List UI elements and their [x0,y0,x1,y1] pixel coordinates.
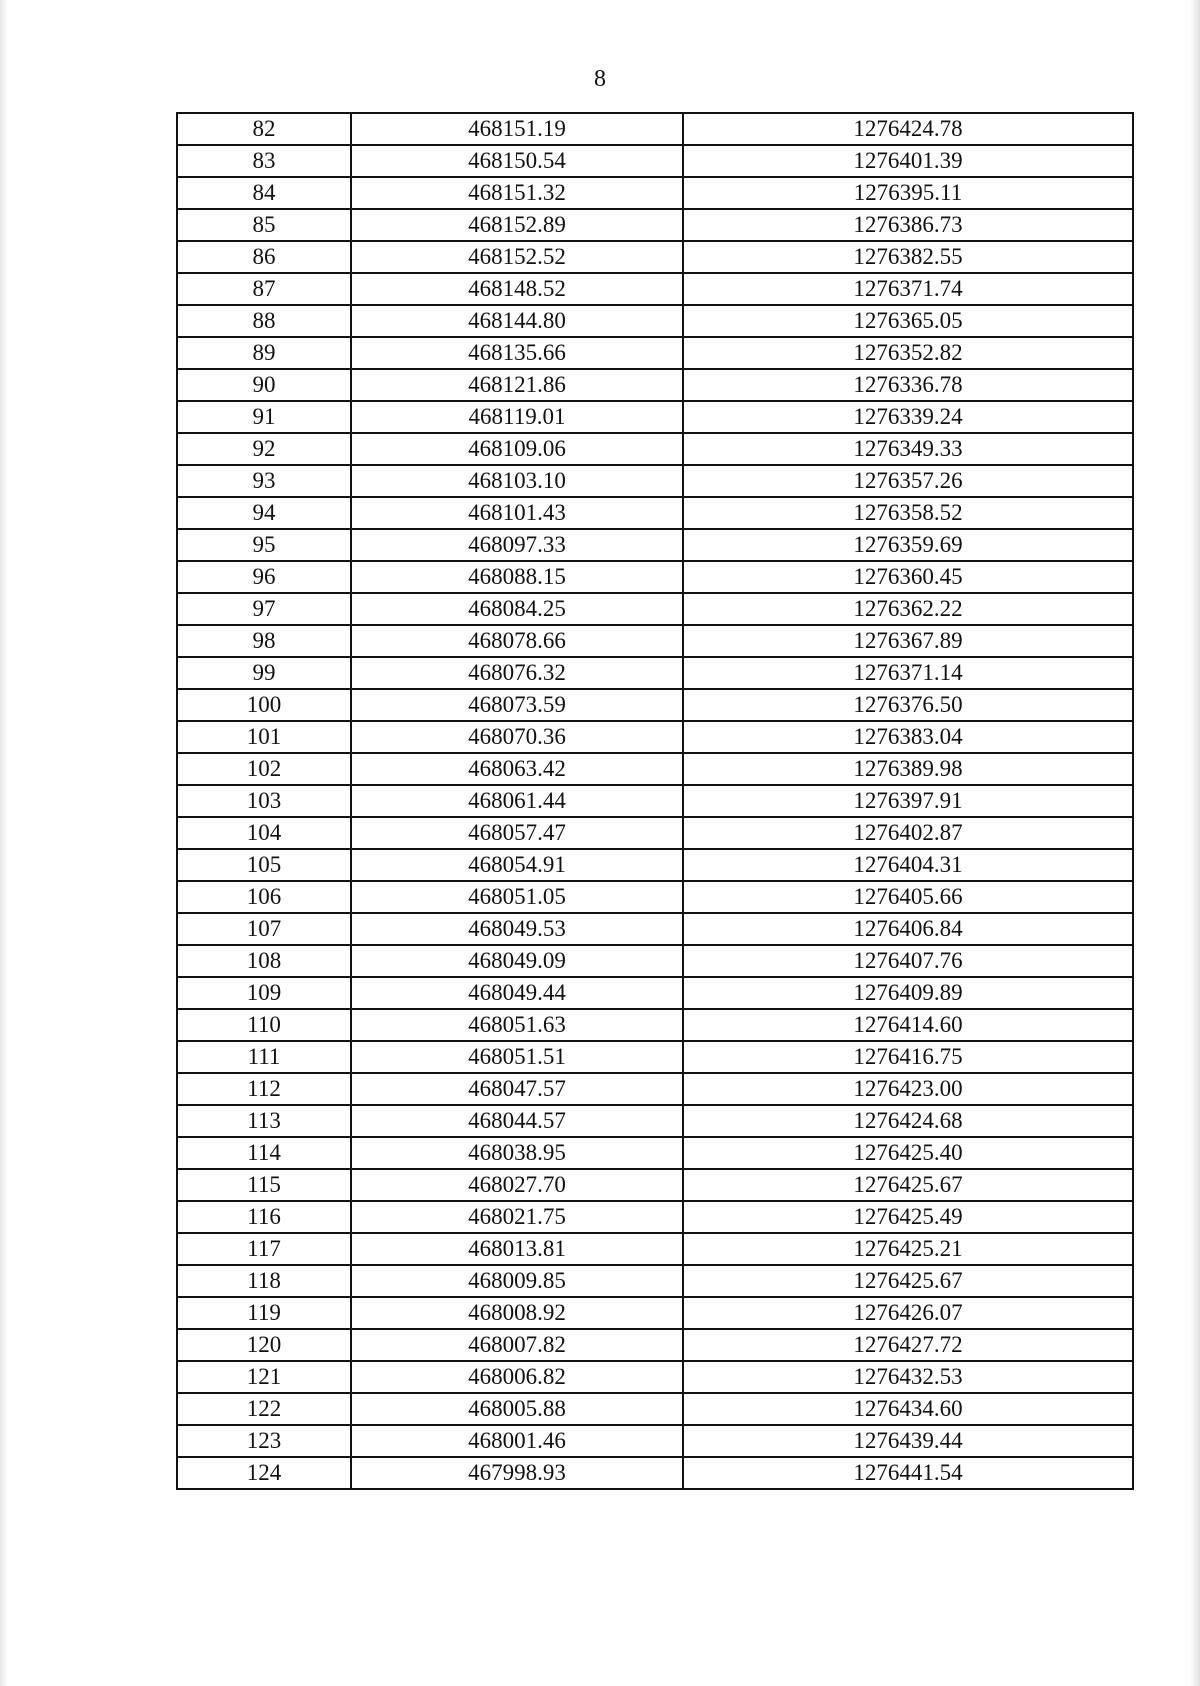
x-coordinate-cell: 468070.36 [351,721,683,753]
x-coordinate-cell: 468150.54 [351,145,683,177]
point-number-cell: 91 [177,401,351,433]
x-coordinate-cell: 468151.32 [351,177,683,209]
x-coordinate-cell: 468152.52 [351,241,683,273]
table-row [177,1137,1133,1169]
point-number-cell: 89 [177,337,351,369]
x-coordinate-cell: 468049.09 [351,945,683,977]
y-coordinate-cell: 1276389.98 [683,753,1133,785]
y-coordinate-cell: 1276425.67 [683,1265,1133,1297]
x-coordinate-cell: 468049.44 [351,977,683,1009]
y-coordinate-cell: 1276405.66 [683,881,1133,913]
table-row [177,497,1133,529]
point-number-cell: 99 [177,657,351,689]
table-row [177,1009,1133,1041]
x-coordinate-cell: 467998.93 [351,1457,683,1489]
point-number-cell: 85 [177,209,351,241]
point-number-cell: 107 [177,913,351,945]
table-row [177,849,1133,881]
y-coordinate-cell: 1276397.91 [683,785,1133,817]
x-coordinate-cell: 468051.51 [351,1041,683,1073]
x-coordinate-cell: 468103.10 [351,465,683,497]
x-coordinate-cell: 468044.57 [351,1105,683,1137]
point-number-cell: 101 [177,721,351,753]
table-row [177,689,1133,721]
y-coordinate-cell: 1276362.22 [683,593,1133,625]
y-coordinate-cell: 1276383.04 [683,721,1133,753]
point-number-cell: 104 [177,817,351,849]
table-row [177,561,1133,593]
y-coordinate-cell: 1276416.75 [683,1041,1133,1073]
table-row [177,1169,1133,1201]
y-coordinate-cell: 1276409.89 [683,977,1133,1009]
y-coordinate-cell: 1276425.21 [683,1233,1133,1265]
table-row [177,305,1133,337]
y-coordinate-cell: 1276360.45 [683,561,1133,593]
point-number-cell: 82 [177,113,351,145]
y-coordinate-cell: 1276407.76 [683,945,1133,977]
x-coordinate-cell: 468005.88 [351,1393,683,1425]
y-coordinate-cell: 1276349.33 [683,433,1133,465]
table-row [177,1105,1133,1137]
table-row [177,1073,1133,1105]
table-row [177,625,1133,657]
x-coordinate-cell: 468049.53 [351,913,683,945]
point-number-cell: 106 [177,881,351,913]
x-coordinate-cell: 468088.15 [351,561,683,593]
point-number-cell: 121 [177,1361,351,1393]
y-coordinate-cell: 1276406.84 [683,913,1133,945]
scan-edge-left [0,0,8,1686]
table-row [177,657,1133,689]
x-coordinate-cell: 468051.63 [351,1009,683,1041]
point-number-cell: 114 [177,1137,351,1169]
x-coordinate-cell: 468057.47 [351,817,683,849]
x-coordinate-cell: 468027.70 [351,1169,683,1201]
y-coordinate-cell: 1276425.49 [683,1201,1133,1233]
y-coordinate-cell: 1276404.31 [683,849,1133,881]
coordinate-table-body [177,113,1133,1489]
table-row [177,785,1133,817]
y-coordinate-cell: 1276365.05 [683,305,1133,337]
point-number-cell: 92 [177,433,351,465]
table-row [177,1297,1133,1329]
point-number-cell: 111 [177,1041,351,1073]
x-coordinate-cell: 468121.86 [351,369,683,401]
x-coordinate-cell: 468101.43 [351,497,683,529]
table-row [177,465,1133,497]
y-coordinate-cell: 1276423.00 [683,1073,1133,1105]
point-number-cell: 88 [177,305,351,337]
y-coordinate-cell: 1276386.73 [683,209,1133,241]
x-coordinate-cell: 468076.32 [351,657,683,689]
y-coordinate-cell: 1276357.26 [683,465,1133,497]
point-number-cell: 97 [177,593,351,625]
x-coordinate-cell: 468135.66 [351,337,683,369]
table-row [177,1425,1133,1457]
point-number-cell: 96 [177,561,351,593]
y-coordinate-cell: 1276434.60 [683,1393,1133,1425]
y-coordinate-cell: 1276371.74 [683,273,1133,305]
point-number-cell: 94 [177,497,351,529]
x-coordinate-cell: 468078.66 [351,625,683,657]
x-coordinate-cell: 468144.80 [351,305,683,337]
y-coordinate-cell: 1276424.68 [683,1105,1133,1137]
y-coordinate-cell: 1276401.39 [683,145,1133,177]
y-coordinate-cell: 1276427.72 [683,1329,1133,1361]
point-number-cell: 103 [177,785,351,817]
y-coordinate-cell: 1276382.55 [683,241,1133,273]
x-coordinate-cell: 468006.82 [351,1361,683,1393]
table-row [177,113,1133,145]
x-coordinate-cell: 468151.19 [351,113,683,145]
point-number-cell: 98 [177,625,351,657]
point-number-cell: 120 [177,1329,351,1361]
x-coordinate-cell: 468063.42 [351,753,683,785]
page-number: 8 [594,66,606,92]
table-row [177,337,1133,369]
table-row [177,273,1133,305]
table-row [177,177,1133,209]
y-coordinate-cell: 1276426.07 [683,1297,1133,1329]
x-coordinate-cell: 468038.95 [351,1137,683,1169]
point-number-cell: 113 [177,1105,351,1137]
y-coordinate-cell: 1276367.89 [683,625,1133,657]
table-row [177,401,1133,433]
x-coordinate-cell: 468097.33 [351,529,683,561]
x-coordinate-cell: 468021.75 [351,1201,683,1233]
x-coordinate-cell: 468119.01 [351,401,683,433]
y-coordinate-cell: 1276371.14 [683,657,1133,689]
y-coordinate-cell: 1276439.44 [683,1425,1133,1457]
point-number-cell: 116 [177,1201,351,1233]
y-coordinate-cell: 1276336.78 [683,369,1133,401]
point-number-cell: 123 [177,1425,351,1457]
y-coordinate-cell: 1276424.78 [683,113,1133,145]
y-coordinate-cell: 1276352.82 [683,337,1133,369]
point-number-cell: 95 [177,529,351,561]
table-row [177,1457,1133,1489]
scan-edge-right [1190,0,1200,1686]
y-coordinate-cell: 1276359.69 [683,529,1133,561]
table-row [177,433,1133,465]
point-number-cell: 93 [177,465,351,497]
table-row [177,1329,1133,1361]
x-coordinate-cell: 468047.57 [351,1073,683,1105]
x-coordinate-cell: 468061.44 [351,785,683,817]
table-row [177,913,1133,945]
y-coordinate-cell: 1276376.50 [683,689,1133,721]
point-number-cell: 87 [177,273,351,305]
y-coordinate-cell: 1276441.54 [683,1457,1133,1489]
table-row [177,1201,1133,1233]
x-coordinate-cell: 468008.92 [351,1297,683,1329]
point-number-cell: 84 [177,177,351,209]
x-coordinate-cell: 468009.85 [351,1265,683,1297]
y-coordinate-cell: 1276425.40 [683,1137,1133,1169]
x-coordinate-cell: 468054.91 [351,849,683,881]
table-row [177,145,1133,177]
table-row [177,881,1133,913]
point-number-cell: 86 [177,241,351,273]
table-row [177,1233,1133,1265]
point-number-cell: 115 [177,1169,351,1201]
x-coordinate-cell: 468051.05 [351,881,683,913]
x-coordinate-cell: 468148.52 [351,273,683,305]
y-coordinate-cell: 1276358.52 [683,497,1133,529]
table-row [177,721,1133,753]
point-number-cell: 102 [177,753,351,785]
coordinate-table [176,112,1134,1490]
point-number-cell: 122 [177,1393,351,1425]
x-coordinate-cell: 468084.25 [351,593,683,625]
x-coordinate-cell: 468109.06 [351,433,683,465]
table-row [177,945,1133,977]
table-row [177,753,1133,785]
x-coordinate-cell: 468152.89 [351,209,683,241]
x-coordinate-cell: 468007.82 [351,1329,683,1361]
table-row [177,529,1133,561]
y-coordinate-cell: 1276402.87 [683,817,1133,849]
y-coordinate-cell: 1276395.11 [683,177,1133,209]
point-number-cell: 110 [177,1009,351,1041]
table-row [177,1041,1133,1073]
y-coordinate-cell: 1276339.24 [683,401,1133,433]
point-number-cell: 105 [177,849,351,881]
point-number-cell: 109 [177,977,351,1009]
point-number-cell: 100 [177,689,351,721]
table-row [177,1393,1133,1425]
point-number-cell: 108 [177,945,351,977]
point-number-cell: 119 [177,1297,351,1329]
point-number-cell: 118 [177,1265,351,1297]
table-row [177,593,1133,625]
table-row [177,977,1133,1009]
table-row [177,1265,1133,1297]
y-coordinate-cell: 1276425.67 [683,1169,1133,1201]
point-number-cell: 124 [177,1457,351,1489]
table-row [177,241,1133,273]
y-coordinate-cell: 1276414.60 [683,1009,1133,1041]
table-row [177,369,1133,401]
point-number-cell: 112 [177,1073,351,1105]
x-coordinate-cell: 468073.59 [351,689,683,721]
point-number-cell: 90 [177,369,351,401]
y-coordinate-cell: 1276432.53 [683,1361,1133,1393]
table-row [177,209,1133,241]
x-coordinate-cell: 468013.81 [351,1233,683,1265]
point-number-cell: 83 [177,145,351,177]
point-number-cell: 117 [177,1233,351,1265]
x-coordinate-cell: 468001.46 [351,1425,683,1457]
table-row [177,817,1133,849]
table-row [177,1361,1133,1393]
